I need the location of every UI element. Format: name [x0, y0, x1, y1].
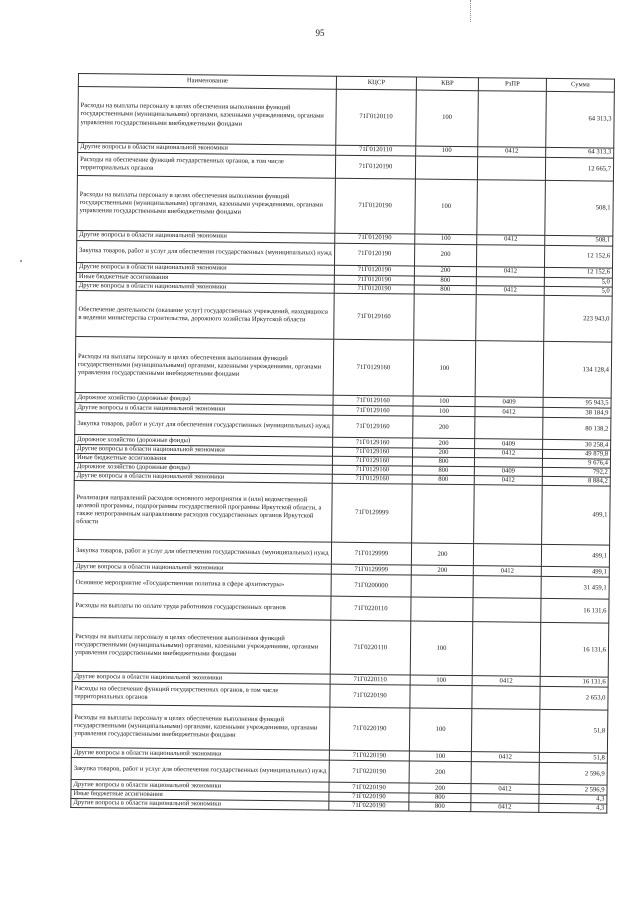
cell-rzpr [475, 341, 544, 398]
cell-name: Расходы на выплаты персоналу в целях обеспечения выполнения функций государственными (муниципальными) органами, казенными учреждениями, органами управления государственными внебюджетными фондами [72, 618, 331, 675]
cell-kcsr: 71Г0129160 [333, 415, 413, 438]
header-rzpr: РзПР [478, 78, 546, 92]
cell-kcsr: 71Г0120110 [336, 145, 416, 156]
table-row [74, 481, 611, 546]
cell-rzpr: 0412 [476, 267, 544, 278]
cell-rzpr [475, 417, 543, 440]
cell-sum: 134 128,4 [543, 341, 612, 398]
cell-kvr: 800 [409, 793, 471, 803]
cell-kvr: 100 [410, 675, 472, 686]
cell-kvr: 100 [413, 340, 476, 397]
cell-name: Другие вопросы в области национальной экономики [76, 262, 334, 275]
cell-sum: 499,1 [541, 567, 609, 578]
budget-table-container [70, 73, 614, 814]
cell-kvr: 800 [412, 457, 474, 467]
cell-name: Другие вопросы в области национальной экономики [73, 562, 331, 575]
table-body [71, 87, 615, 814]
cell-rzpr: 0409 [475, 397, 543, 408]
cell-kcsr: 71Г0120190 [334, 265, 414, 276]
cell-kvr: 800 [412, 475, 474, 485]
table-row [77, 175, 614, 236]
cell-rzpr [472, 622, 541, 677]
cell-kvr: 100 [413, 406, 475, 417]
cell-rzpr [471, 709, 539, 753]
cell-rzpr [476, 245, 544, 268]
cell-rzpr: 0412 [473, 566, 541, 577]
cell-sum: 4,3 [539, 804, 607, 814]
cell-name: Расходы на выплаты по оплате труда работников государственных органов [73, 594, 331, 621]
cell-kcsr: 71Г0220190 [329, 760, 409, 783]
cell-kvr: 100 [409, 708, 471, 752]
cell-rzpr [478, 91, 547, 148]
cell-name: Реализация направлений расходов основного мероприятия и (или) ведомственной целевой программы, подпрограммы государственной программы Иркутской области, а также непрограммным направлениям расходов государственных органов Иркутской области [74, 481, 333, 543]
cell-kvr: 100 [410, 621, 473, 676]
cell-sum: 499,1 [542, 486, 611, 546]
cell-kcsr: 71Г0129999 [331, 542, 411, 565]
cell-rzpr: 0412 [471, 784, 539, 795]
cell-kcsr: 71Г0220190 [329, 801, 409, 811]
cell-kvr: 100 [415, 179, 478, 235]
cell-name: Основное мероприятие «Государственная политика в сфере архитектуры» [73, 572, 331, 597]
cell-kcsr: 71Г0129999 [331, 564, 411, 575]
cell-kcsr: 71Г0220190 [329, 750, 409, 761]
cell-kcsr: 71Г0129160 [332, 465, 412, 475]
cell-kcsr: 71Г0220110 [331, 596, 411, 621]
cell-sum: 12 152,6 [544, 245, 612, 268]
cell-sum: 2 596,9 [539, 763, 607, 786]
cell-kcsr: 71Г0129160 [333, 437, 413, 448]
cell-sum: 792,2 [542, 468, 610, 478]
cell-kcsr: 71Г0120190 [335, 155, 415, 179]
cell-kvr: 200 [414, 244, 476, 267]
cell-kvr: 100 [416, 146, 478, 157]
cell-kcsr: 71Г0129160 [333, 395, 413, 406]
header-sum: Сумма [546, 78, 614, 92]
cell-name: Расходы на обеспечение функций государственных органов, в том числе территориальных органов [77, 153, 335, 179]
cell-rzpr: 0412 [471, 803, 539, 813]
cell-kvr: 200 [413, 416, 475, 439]
cell-sum: 49 879,8 [542, 449, 610, 459]
cell-sum: 16 131,6 [541, 599, 609, 624]
cell-name: Иные бюджетные ассигнования [76, 272, 334, 284]
cell-kcsr: 71Г0220190 [329, 792, 409, 802]
cell-sum: 508,1 [545, 180, 614, 236]
cell-sum: 4,3 [539, 795, 607, 805]
cell-kvr: 200 [411, 565, 473, 576]
cell-kcsr: 71Г0120190 [334, 275, 414, 285]
scan-artifact-dot [20, 260, 22, 262]
cell-sum: 2 653,0 [540, 687, 608, 711]
table-row [71, 705, 607, 754]
cell-kcsr: 71Г0120110 [336, 89, 417, 146]
table-row [75, 337, 612, 399]
cell-sum: 64 313,3 [546, 147, 614, 158]
cell-rzpr [471, 762, 539, 785]
cell-sum: 223 943,0 [544, 295, 612, 342]
cell-name: Другие вопросы в области национальной экономики [71, 748, 329, 761]
cell-kcsr: 71Г0120190 [335, 233, 415, 244]
cell-name: Иные бюджетные ассигнования [74, 454, 332, 466]
cell-name: Другие вопросы в области национальной экономики [77, 230, 335, 243]
cell-sum: 51,8 [539, 710, 607, 754]
cell-rzpr: 0412 [472, 676, 540, 687]
cell-rzpr [477, 180, 546, 236]
cell-kvr: 200 [412, 448, 474, 458]
cell-kvr [414, 294, 476, 341]
cell-name: Другие вопросы в области национальной экономики [71, 799, 329, 811]
cell-kvr [412, 484, 475, 544]
cell-rzpr: 0412 [471, 752, 539, 763]
header-kcsr: КЦСР [336, 76, 416, 90]
cell-sum: 95 943,5 [543, 397, 611, 408]
cell-kvr: 100 [409, 751, 471, 762]
cell-kcsr: 71Г0120190 [335, 243, 415, 266]
budget-table [70, 73, 615, 814]
cell-kcsr: 71Г0129999 [332, 483, 413, 543]
cell-kcsr: 71Г0129160 [333, 339, 414, 396]
cell-kvr [411, 575, 473, 598]
cell-sum: 80 138,2 [543, 417, 611, 440]
cell-rzpr: 0412 [474, 476, 542, 486]
cell-kvr: 100 [416, 90, 479, 147]
cell-name: Другие вопросы в области национальной экономики [75, 403, 333, 416]
cell-name: Другие вопросы в области национальной экономики [72, 672, 330, 685]
table-row [78, 87, 615, 149]
cell-name: Другие вопросы в области национальной экономики [71, 780, 329, 793]
cell-kcsr: 71Г0220190 [329, 707, 409, 751]
cell-name: Закупка товаров, работ и услуг для обеспечения государственных (муниципальных) нужд [71, 758, 329, 783]
cell-kcsr: 71Г0129160 [332, 456, 412, 466]
cell-sum: 5,0 [544, 286, 612, 296]
cell-kcsr: 71Г0129160 [332, 474, 412, 484]
scan-artifact [470, 0, 472, 22]
cell-kcsr: 71Г0129160 [333, 405, 413, 416]
cell-sum: 12 665,7 [545, 157, 613, 181]
cell-name: Обеспечение деятельности (оказание услуг) государственных учреждений, находящихся в ведении министерства строительства, дорожного хозяйства Иркутской области [76, 291, 334, 340]
cell-kvr [415, 156, 477, 180]
cell-rzpr: 0409 [474, 467, 542, 477]
cell-kvr [410, 685, 472, 709]
cell-kcsr: 71Г0129160 [334, 293, 414, 340]
cell-kvr: 800 [409, 802, 471, 812]
cell-rzpr [474, 485, 543, 545]
cell-kcsr: 71Г0220190 [330, 684, 410, 708]
cell-kcsr: 71Г0220190 [329, 782, 409, 793]
cell-rzpr [473, 598, 541, 623]
cell-rzpr [473, 576, 541, 599]
cell-rzpr: 0412 [475, 407, 543, 418]
cell-rzpr [473, 544, 541, 567]
cell-rzpr [476, 295, 544, 342]
cell-sum: 38 184,9 [543, 407, 611, 418]
cell-name: Расходы на выплаты персоналу в целях обеспечения выполнения функций государственными (муниципальными) органами, казенными учреждениями, органами управления государственными внебюджетными фондами [77, 175, 336, 233]
cell-rzpr: 0412 [478, 147, 546, 158]
cell-sum: 508,1 [545, 235, 613, 246]
cell-rzpr: 0412 [474, 449, 542, 459]
page-number: 95 [315, 28, 325, 38]
cell-kcsr: 71Г0200000 [331, 574, 411, 597]
cell-kvr: 200 [409, 783, 471, 794]
header-kvr: КВР [416, 77, 478, 91]
cell-sum: 5,0 [544, 277, 612, 287]
cell-kcsr: 71Г0220110 [330, 620, 411, 675]
header-name: Наименование [78, 74, 336, 90]
cell-sum: 31 459,1 [541, 577, 609, 600]
cell-kvr: 800 [412, 466, 474, 476]
cell-kcsr: 71Г0220110 [330, 674, 410, 685]
cell-name: Дорожное хозяйство (дорожные фонды) [75, 435, 333, 448]
cell-kcsr: 71Г0120190 [335, 178, 416, 234]
cell-name: Другие вопросы в области национальной экономики [76, 282, 334, 294]
cell-name: Закупка товаров, работ и услуг для обеспечения государственных (муниципальных) нужд [77, 240, 335, 265]
cell-sum: 30 258,4 [543, 439, 611, 450]
cell-rzpr: 0412 [477, 235, 545, 246]
cell-rzpr [472, 686, 540, 710]
cell-kvr: 100 [413, 396, 475, 407]
cell-kvr: 200 [409, 761, 471, 784]
cell-sum: 499,1 [541, 545, 609, 568]
cell-kvr: 200 [413, 438, 475, 449]
cell-name: Другие вопросы в области национальной экономики [75, 445, 333, 457]
cell-rzpr [477, 157, 545, 181]
table-row [76, 291, 612, 343]
cell-kvr: 100 [415, 234, 477, 245]
cell-sum: 64 313,3 [546, 91, 615, 148]
cell-sum: 51,8 [539, 753, 607, 764]
cell-name: Расходы на выплаты персоналу в целях обеспечения выполнения функций государственными (муниципальными) органами, казенными учреждениями, органами управления государственными внебюджетными фондами [75, 337, 334, 396]
cell-sum: 16 131,6 [540, 677, 608, 688]
cell-sum: 9 676,4 [542, 458, 610, 468]
cell-kvr: 200 [414, 266, 476, 277]
cell-name: Дорожное хозяйство (дорожные фонды) [75, 393, 333, 406]
table-row [72, 618, 609, 678]
cell-sum: 12 152,6 [544, 267, 612, 278]
cell-name: Другие вопросы в области национальной экономики [74, 472, 332, 484]
cell-name: Другие вопросы в области национальной экономики [78, 143, 336, 156]
cell-name: Иные бюджетные ассигнования [71, 790, 329, 802]
cell-name: Расходы на обеспечение функций государственных органов, в том числе территориальных органов [72, 682, 330, 708]
cell-name: Расходы на выплаты персоналу в целях обеспечения выполнения функций государственными (муниципальными) органами, казенными учреждениями, органами управления государственными внебюджетными фондами [71, 705, 329, 751]
cell-name: Закупка товаров, работ и услуг для обеспечения государственных (муниципальных) нужд [73, 540, 331, 565]
cell-name: Расходы на выплаты персоналу в целях обеспечения выполнения функций государственными (муниципальными) органами, казенными учреждениями, органами управления государственными внебюджетными фондами [78, 87, 337, 146]
cell-sum: 8 884,2 [542, 477, 610, 487]
cell-name: Закупка товаров, работ и услуг для обеспечения государственных (муниципальных) нужд [75, 413, 333, 438]
cell-kcsr: 71Г0120190 [334, 284, 414, 294]
cell-rzpr: 0412 [476, 286, 544, 296]
cell-kvr: 200 [411, 543, 473, 566]
cell-kcsr: 71Г0129160 [333, 447, 413, 457]
cell-kvr: 800 [414, 276, 476, 286]
cell-sum: 2 596,9 [539, 785, 607, 796]
cell-sum: 16 131,6 [540, 623, 609, 678]
cell-rzpr: 0409 [475, 439, 543, 450]
cell-kvr [411, 597, 473, 622]
cell-kvr: 800 [414, 285, 476, 295]
cell-name: Дорожное хозяйство (дорожные фонды) [74, 463, 332, 475]
